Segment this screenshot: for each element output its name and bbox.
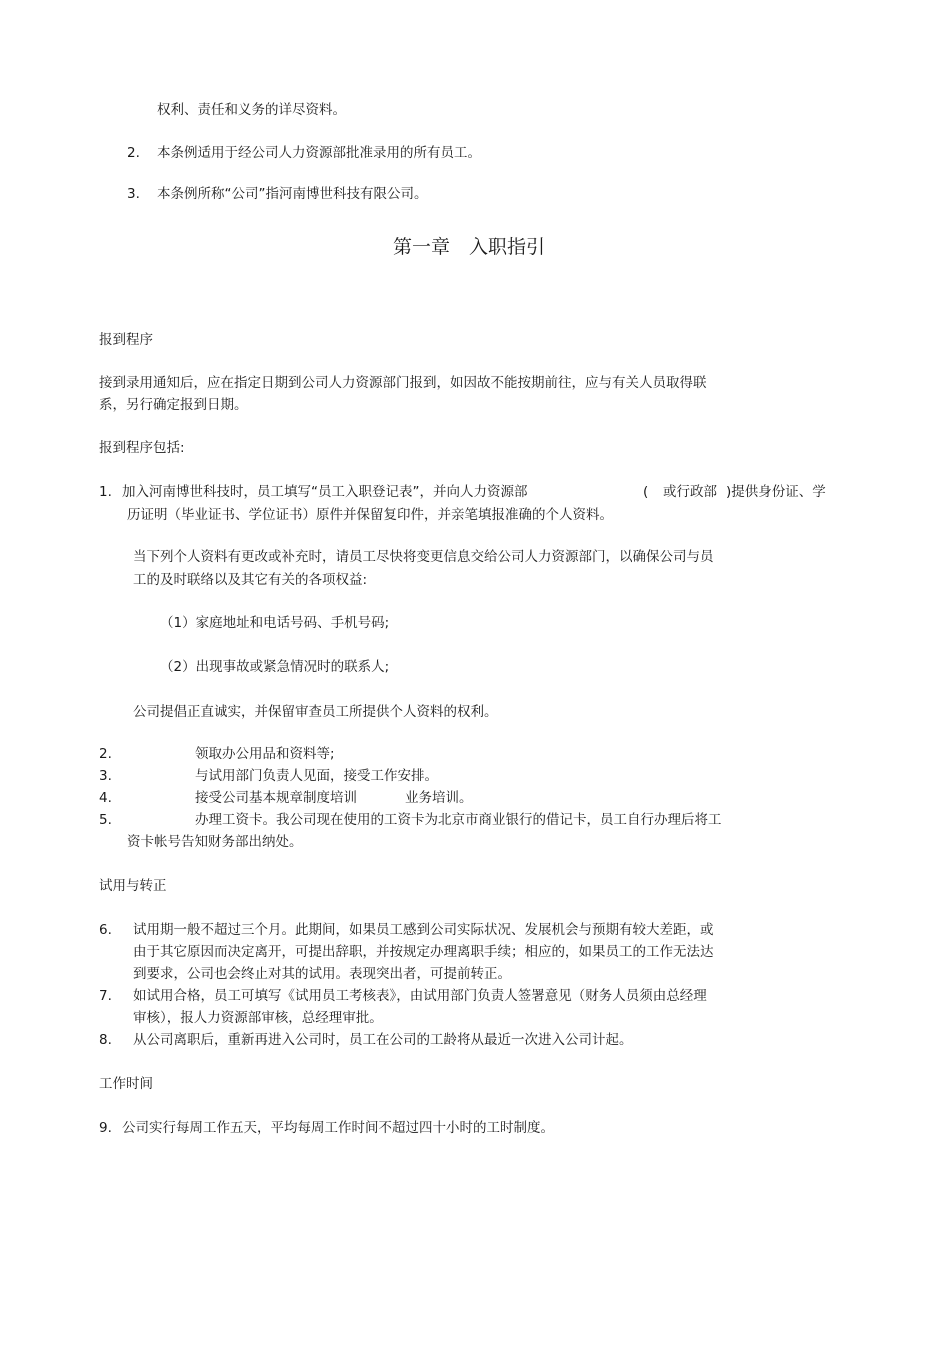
paragraph-line: 工的及时联络以及其它有关的各项权益: — [133, 572, 368, 588]
list-number: 2. — [99, 746, 112, 762]
paragraph-line: 当下列个人资料有更改或补充时，请员工尽快将变更信息交给公司人力资源部门，以确保公司与员 — [133, 549, 714, 565]
intro-line: 权利、责任和义务的详尽资料。 — [157, 102, 346, 118]
paragraph-line: 系，另行确定报到日期。 — [99, 397, 248, 413]
list-number: 4. — [99, 790, 112, 806]
list-item: 本条例适用于经公司人力资源部批准录用的所有员工。 — [157, 145, 481, 161]
list-item: 历证明（毕业证书、学位证书）原件并保留复印件，并亲笔填报准确的个人资料。 — [127, 507, 613, 523]
list-item: 试用期一般不超过三个月。此期间，如果员工感到公司实际状况、发展机会与预期有较大差距，或 — [133, 922, 714, 938]
list-item: 到要求，公司也会终止对其的试用。表现突出者，可提前转正。 — [133, 966, 511, 982]
list-item: 领取办公用品和资料等; — [195, 746, 335, 762]
list-number: 3. — [99, 768, 112, 784]
list-number: 8. — [99, 1032, 112, 1048]
list-item: 从公司离职后，重新再进入公司时，员工在公司的工龄将从最近一次进入公司计起。 — [133, 1032, 633, 1048]
paragraph-line: 接到录用通知后，应在指定日期到公司人力资源部门报到，如因故不能按期前往，应与有关人员取得联 — [99, 375, 707, 391]
list-number: 7. — [99, 988, 112, 1004]
paragraph-line: 报到程序包括: — [99, 440, 185, 456]
list-number: 6. — [99, 922, 112, 938]
list-number: 9. — [99, 1120, 112, 1136]
list-item: 资卡帐号告知财务部出纳处。 — [127, 834, 303, 850]
list-item: （1）家庭地址和电话号码、手机号码; — [160, 615, 390, 631]
section-heading: 试用与转正 — [99, 878, 167, 894]
list-item: ( — [643, 484, 649, 500]
list-item: 由于其它原因而决定离开，可提出辞职，并按规定办理离职手续；相应的，如果员工的工作无法达 — [133, 944, 714, 960]
list-number: 1. — [99, 484, 112, 500]
list-item: 本条例所称“公司”指河南博世科技有限公司。 — [157, 186, 428, 202]
list-number: 2. — [127, 145, 140, 161]
list-number: 3. — [127, 186, 140, 202]
list-item: 加入河南博世科技时，员工填写“员工入职登记表”，并向人力资源部 — [122, 484, 528, 500]
list-item: 接受公司基本规章制度培训 — [195, 790, 357, 806]
list-item: 办理工资卡。我公司现在使用的工资卡为北京市商业银行的借记卡，员工自行办理后将工 — [195, 812, 722, 828]
list-item: )提供身份证、学 — [726, 484, 826, 500]
list-item: 如试用合格，员工可填写《试用员工考核表》，由试用部门负责人签署意见（财务人员须由总经理 — [133, 988, 707, 1004]
list-item: 与试用部门负责人见面，接受工作安排。 — [195, 768, 438, 784]
list-item: 审核），报人力资源部审核，总经理审批。 — [133, 1010, 383, 1026]
list-item: （2）出现事故或紧急情况时的联系人; — [160, 659, 390, 675]
list-item: 或行政部 — [663, 484, 717, 500]
section-heading: 工作时间 — [99, 1076, 153, 1092]
list-item: 公司实行每周工作五天，平均每周工作时间不超过四十小时的工时制度。 — [122, 1120, 554, 1136]
section-heading: 报到程序 — [99, 332, 153, 348]
paragraph-line: 公司提倡正直诚实，并保留审查员工所提供个人资料的权利。 — [133, 704, 498, 720]
chapter-title: 第一章 入职指引 — [393, 236, 546, 258]
list-number: 5. — [99, 812, 112, 828]
list-item: 业务培训。 — [405, 790, 473, 806]
